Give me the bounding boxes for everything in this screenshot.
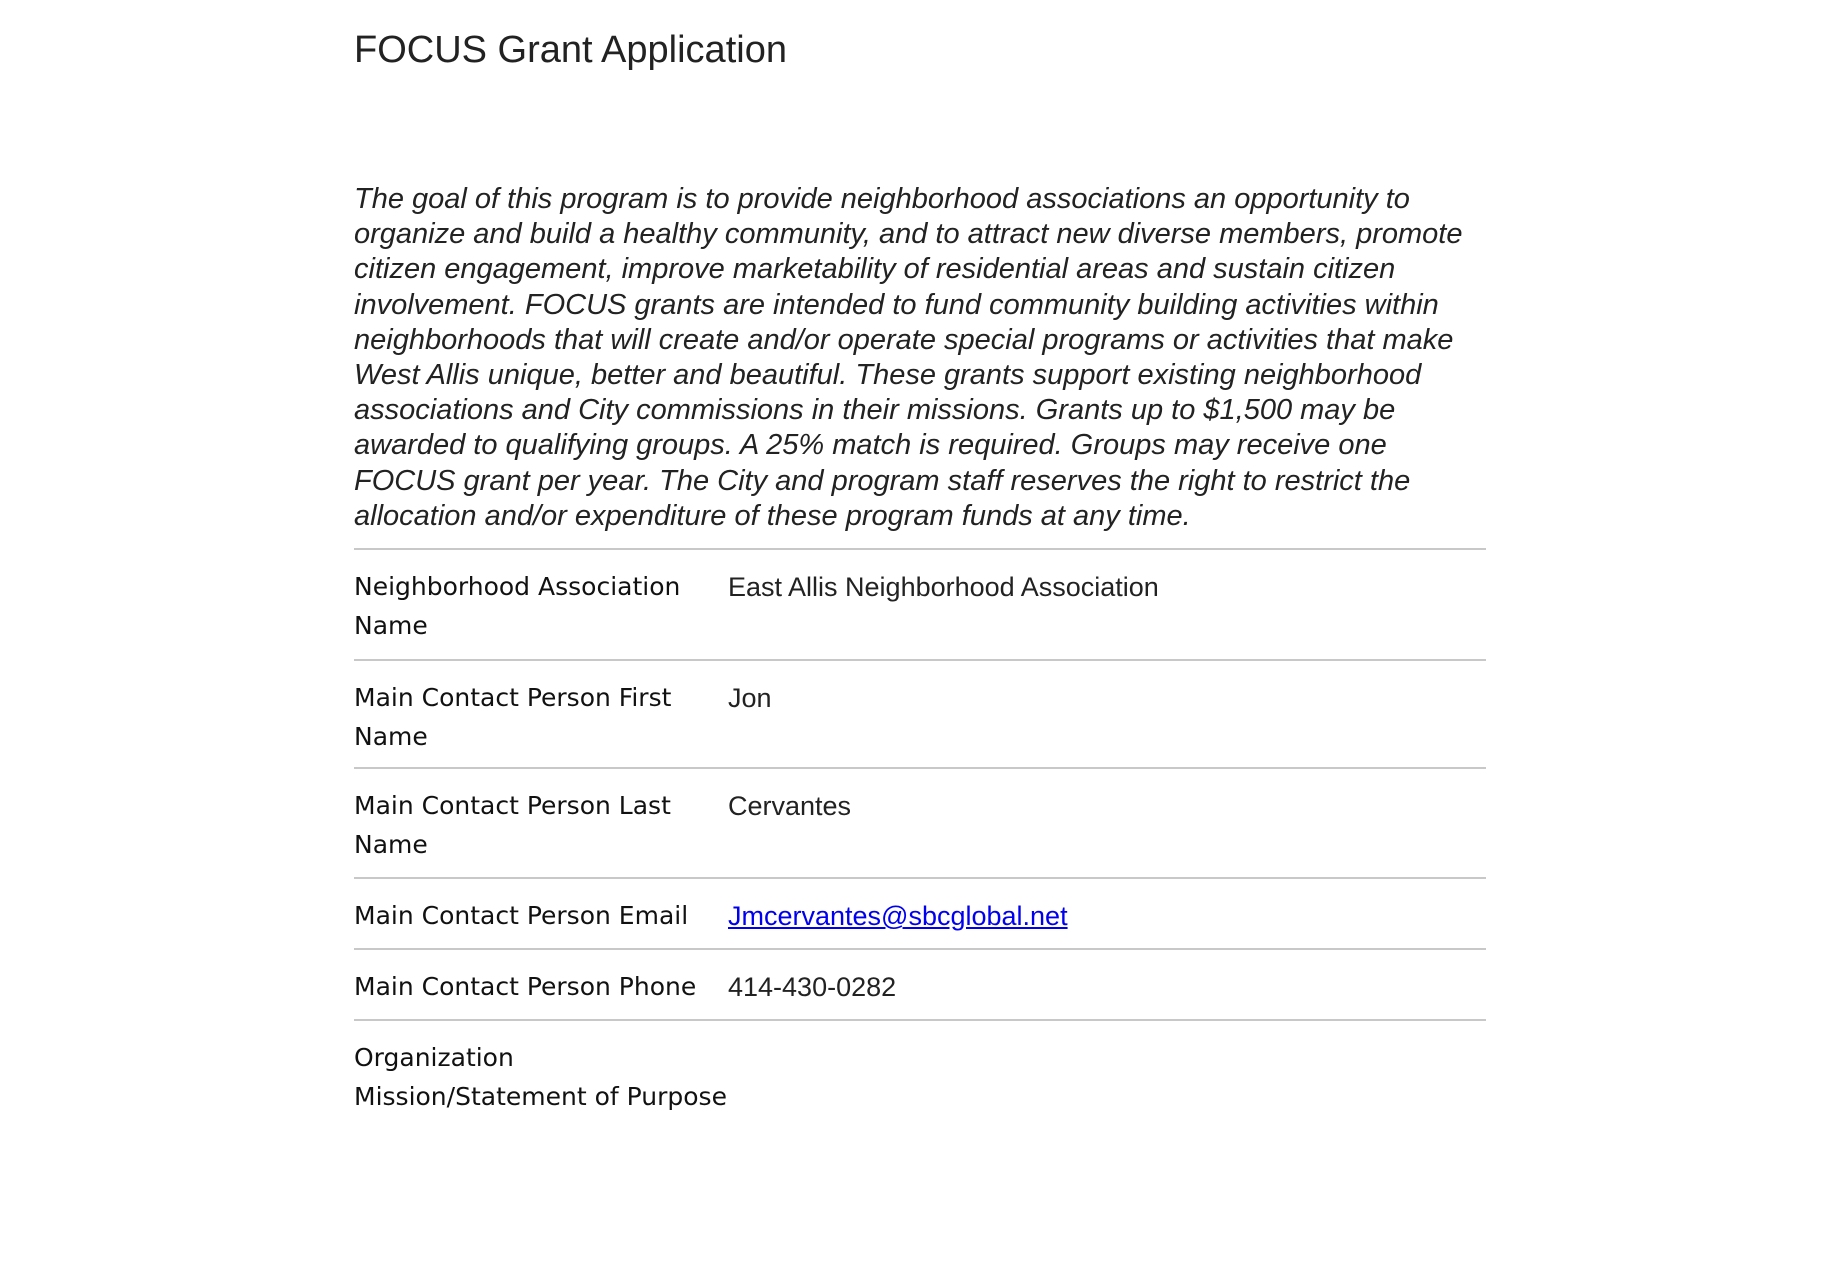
field-row-first-name: [354, 661, 1486, 769]
field-label: Organization Mission/Statement of Purpose: [354, 1043, 727, 1111]
field-label: Main Contact Person Phone: [354, 972, 697, 1002]
field-row-mission: [354, 1021, 1486, 1181]
last-name-value: Cervantes: [728, 791, 852, 822]
form-content: [354, 22, 1486, 1181]
phone-value: 414-430-0282: [728, 972, 897, 1003]
association-name-value: East Allis Neighborhood Association: [728, 572, 1159, 603]
page-title: FOCUS Grant Application: [354, 29, 787, 71]
field-row-email: [354, 879, 1486, 950]
field-label: Main Contact Person Email: [354, 901, 689, 931]
field-label: Main Contact Person First Name: [354, 683, 672, 751]
program-description: The goal of this program is to provide neighborhood associations an opportunity to organize and build a healthy community, and to attract new diverse members, promote citizen engagement, improve marketability of residential areas and sustain citizen involvement. FOCUS grants are intended to fund community building activities within neighborhoods that will create and/or operate special programs or activities that make West Allis unique, better and beautiful. These grants support existing neighborhood associations and City commissions in their missions. Grants up to $1,500 may be awarded to qualifying groups. A 25% match is required. Groups may receive one FOCUS grant per year. The City and program staff reserves the right to restrict the allocation and/or expenditure of these program funds at any time.: [354, 183, 1463, 532]
field-label: Main Contact Person Last Name: [354, 791, 671, 859]
field-row-phone: [354, 950, 1486, 1021]
field-label: Neighborhood Association Name: [354, 572, 681, 640]
mission-value: [728, 1039, 1486, 1181]
email-value: [728, 897, 1486, 948]
field-row-last-name: [354, 769, 1486, 879]
field-row-association-name: [354, 550, 1486, 661]
email-link[interactable]: Jmcervantes@sbcglobal.net: [728, 901, 1068, 932]
first-name-value: Jon: [728, 683, 772, 714]
field-list: [354, 548, 1486, 1181]
